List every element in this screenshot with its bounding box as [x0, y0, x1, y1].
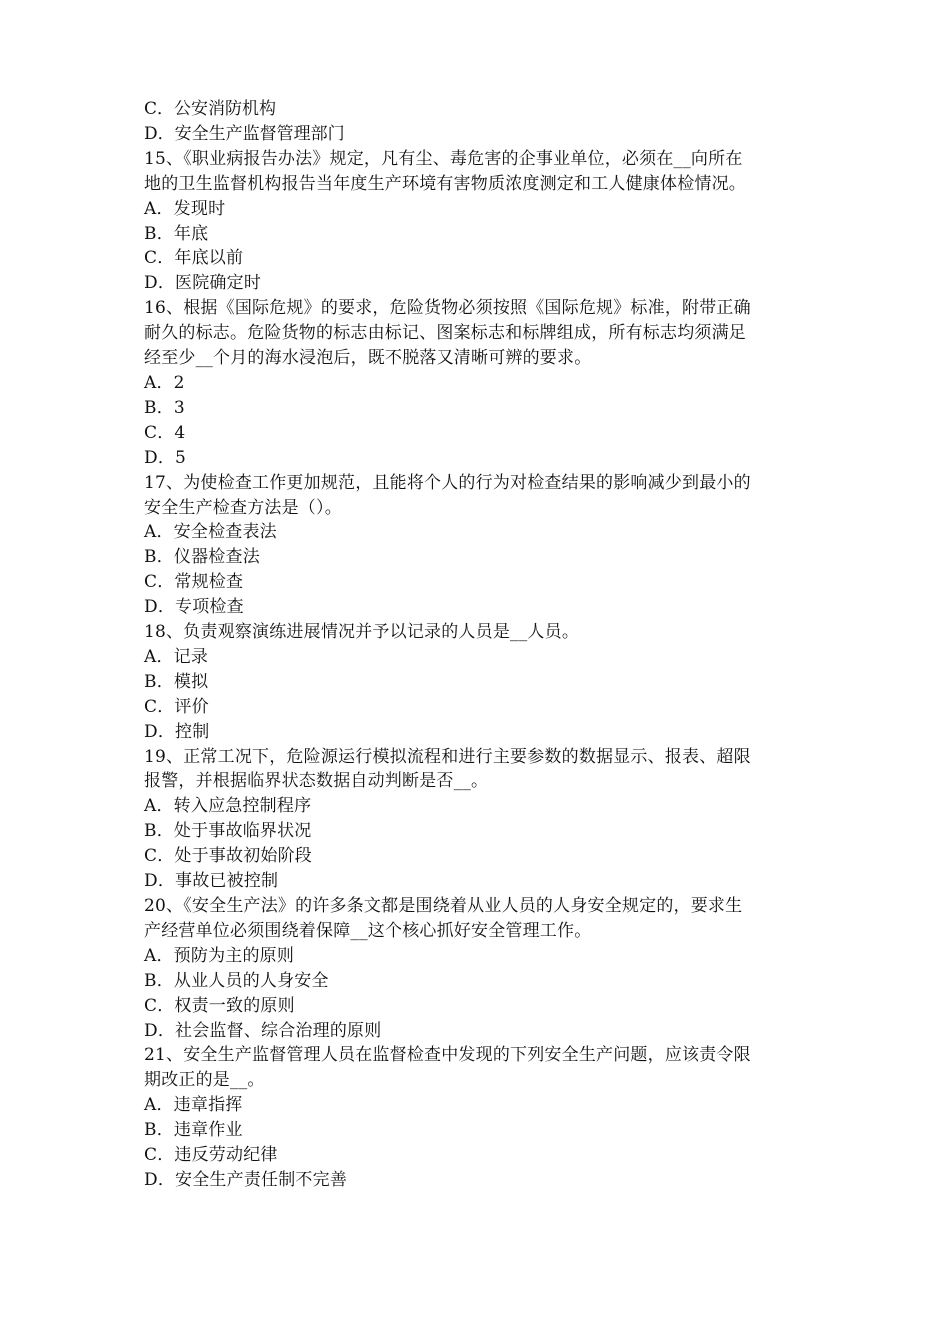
question-16 [144, 296, 824, 470]
question-text-line: 安全生产检查方法是（）。 [144, 497, 342, 518]
question-15 [144, 147, 824, 296]
question-text-line: 16、根据《国际危规》的要求，危险货物必须按照《国际危规》标准，附带正确 [144, 298, 751, 319]
option-d: D．事故已被控制 [144, 871, 279, 892]
option-c: C．公安消防机构 [144, 99, 277, 119]
question-text-line: 地的卫生监督机构报告当年度生产环境有害物质浓度测定和工人健康体检情况。 [144, 173, 746, 194]
option-d: D．专项检查 [144, 597, 244, 618]
option-b: B．年底 [144, 223, 209, 244]
option-b: B．模拟 [144, 671, 209, 692]
option-b: B．从业人员的人身安全 [144, 970, 329, 991]
option-a: A．预防为主的原则 [144, 945, 295, 966]
option-c: C．评价 [144, 696, 209, 717]
option-d: D．控制 [144, 721, 210, 742]
option-c: C．年底以前 [144, 248, 244, 269]
option-d: D．社会监督、综合治理的原则 [144, 1020, 382, 1041]
option-b: B．违章作业 [144, 1120, 243, 1141]
option-a: A．违章指挥 [144, 1095, 243, 1116]
option-b: B．3 [144, 397, 185, 418]
option-a: A．2 [144, 372, 185, 393]
option-c: C．处于事故初始阶段 [144, 846, 313, 867]
option-c: C．常规检查 [144, 572, 244, 593]
question-text-line: 报警，并根据临界状态数据自动判断是否__。 [144, 771, 489, 792]
document-content [144, 97, 824, 1193]
question-text-line: 耐久的标志。危险货物的标志由标记、图案标志和标牌组成，所有标志均须满足 [144, 323, 746, 344]
option-d: D．医院确定时 [144, 273, 262, 294]
option-d: D．5 [144, 447, 187, 468]
question-18 [144, 620, 824, 745]
question-20 [144, 894, 824, 1043]
option-c: C．违反劳动纪律 [144, 1145, 278, 1166]
option-c: C．4 [144, 422, 186, 443]
previous-question-options [144, 97, 824, 147]
question-text-line: 经至少__个月的海水浸泡后，既不脱落又清晰可辨的要求。 [144, 348, 592, 369]
question-17 [144, 471, 824, 620]
question-21 [144, 1043, 824, 1192]
option-a: A．转入应急控制程序 [144, 796, 312, 817]
option-b: B．处于事故临界状况 [144, 821, 312, 842]
option-d: D．安全生产责任制不完善 [144, 1169, 348, 1190]
option-b: B．仪器检查法 [144, 547, 260, 568]
question-text-line: 产经营单位必须围绕着保障__这个核心抓好安全管理工作。 [144, 920, 592, 941]
option-a: A．安全检查表法 [144, 522, 277, 543]
option-d: D．安全生产监督管理部门 [144, 123, 345, 144]
option-a: A．发现时 [144, 198, 226, 219]
question-text-line: 15、《职业病报告办法》规定，凡有尘、毒危害的企事业单位，必须在__向所在 [144, 148, 743, 169]
question-19 [144, 745, 824, 894]
option-a: A．记录 [144, 646, 209, 667]
question-text-line: 17、为使检查工作更加规范，且能将个人的行为对检查结果的影响减少到最小的 [144, 472, 751, 493]
question-text-line: 期改正的是__。 [144, 1070, 265, 1091]
question-text-line: 19、正常工况下，危险源运行模拟流程和进行主要参数的数据显示、报表、超限 [144, 746, 751, 767]
question-text-line: 18、负责观察演练进展情况并予以记录的人员是__人员。 [144, 622, 580, 643]
question-text-line: 21、安全生产监督管理人员在监督检查中发现的下列安全生产问题，应该责令限 [144, 1045, 751, 1066]
question-text-line: 20、《安全生产法》的许多条文都是围绕着从业人员的人身安全规定的，要求生 [144, 896, 743, 916]
option-c: C．权责一致的原则 [144, 995, 295, 1016]
